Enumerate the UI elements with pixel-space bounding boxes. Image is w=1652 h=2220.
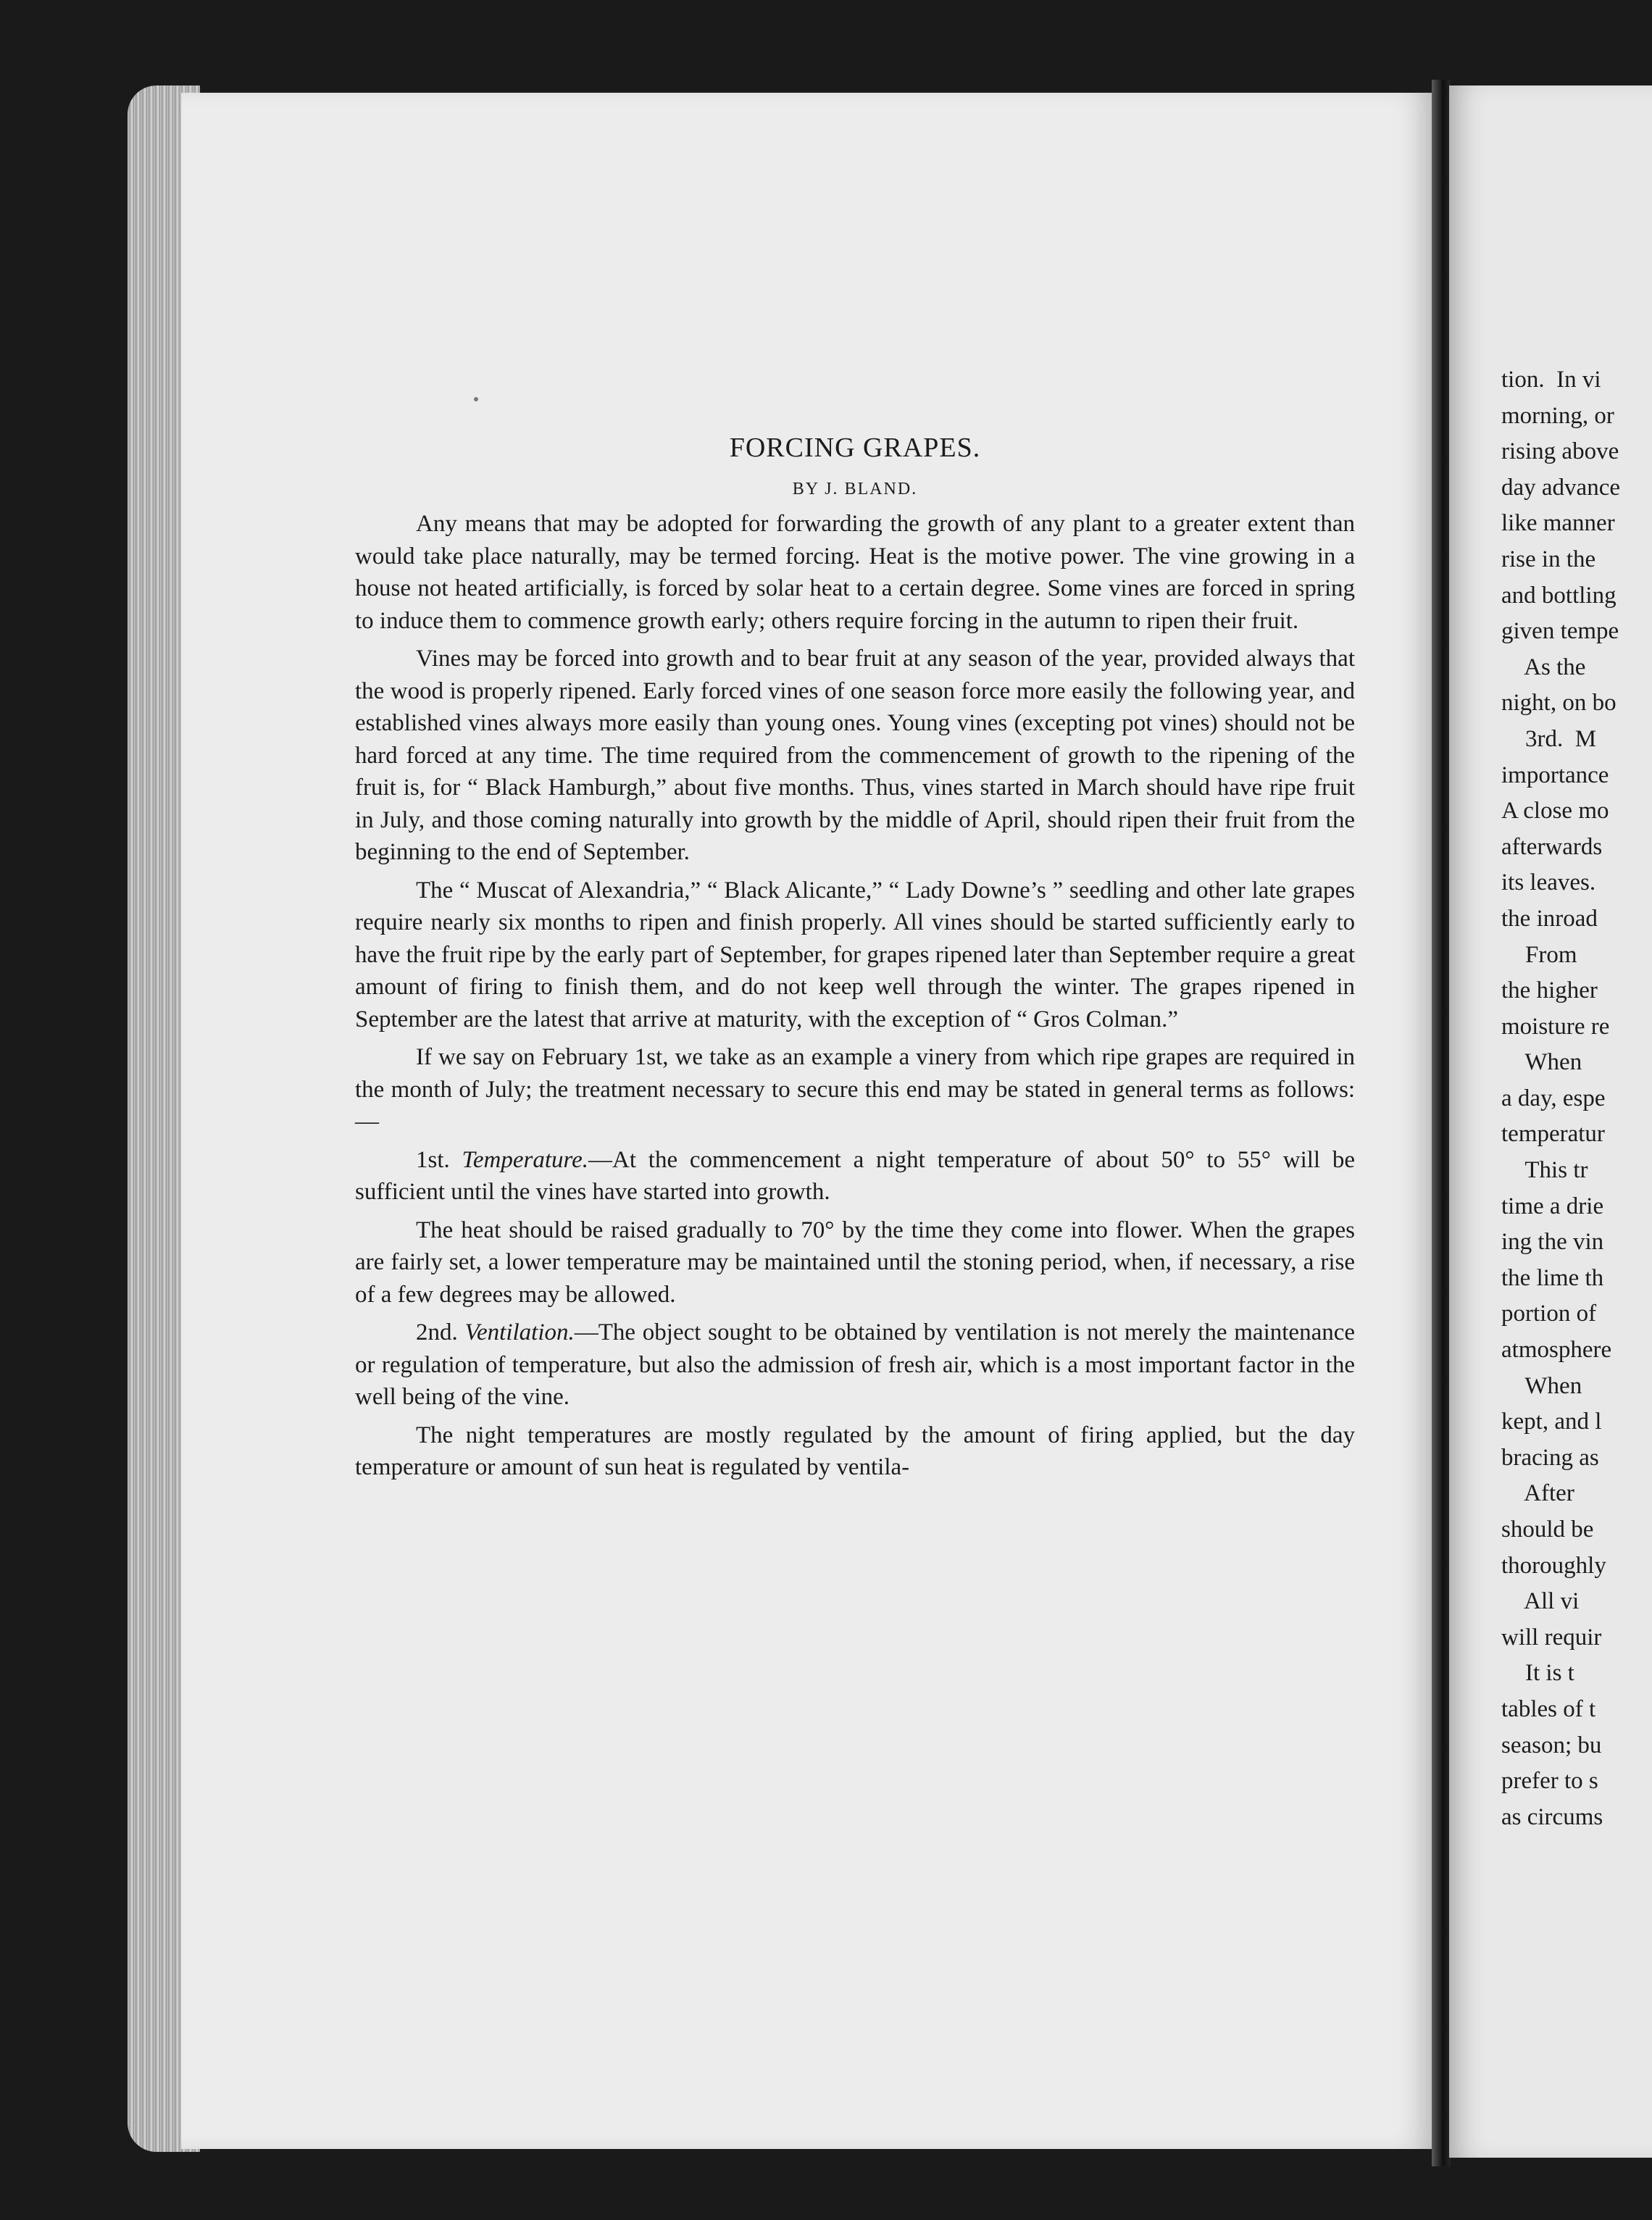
right-page-line: like manner	[1501, 510, 1615, 537]
paragraph-3: The “ Muscat of Alexandria,” “ Black Alicante,” “ Lady Downe’s ” seedling and other late grapes require nearly six months to ripen and finish properly. All vines should be started sufficiently early to have the fruit ripe by the early part of September, for grapes ripened later than September require a great amount of firing to finish them, and do not keep well through the winter. The grapes ripened in September are the latest that arrive at maturity, with the exception of “ Gros Colman.”	[355, 877, 1355, 1032]
paragraph-1: Any means that may be adopted for forwarding the growth of any plant to a greater extent than would take place naturally, may be termed forcing. Heat is the motive power. The vine growing in a house not heated artificially, is forced by solar heat to a certain degree. Some vines are forced in spring to induce them to commence growth early; others require forcing in the autumn to ripen their fruit.	[355, 511, 1355, 634]
paragraph-4: If we say on February 1st, we take as an example a vinery from which ripe grapes are required in the month of July; the treatment necessary to secure this end may be stated in general terms as follows:—	[355, 1044, 1355, 1135]
right-page-line: day advance	[1501, 474, 1620, 501]
right-page-line: moisture re	[1501, 1013, 1610, 1040]
right-page-line: This tr	[1501, 1157, 1588, 1184]
right-page-line: When	[1501, 1049, 1582, 1076]
paragraph-2: Vines may be forced into growth and to bear fruit at any season of the year, provided always that the wood is properly ripened. Early forced vines of one season force more easily the following year, and established vines always more easily than young ones. Young vines (excepting pot vines) should not be hard forced at any time. The time required from the commencement of growth to the ripening of the fruit is, for “ Black Hamburgh,” about five months. Thus, vines started in March should have ripe fruit in July, and those coming naturally into growth by the middle of April, should ripen their fruit from the beginning to the end of September.	[355, 646, 1355, 865]
book-gutter	[1432, 80, 1451, 2166]
article-byline: BY J. BLAND.	[792, 480, 918, 498]
right-page-line: All vi	[1501, 1588, 1580, 1615]
right-page-line: atmosphere	[1501, 1337, 1612, 1364]
right-page-line: It is t	[1501, 1660, 1574, 1687]
right-page-text	[1501, 362, 1652, 1835]
right-page-line: will requir	[1501, 1624, 1602, 1651]
right-page-line: tion. In vi	[1501, 367, 1601, 393]
right-page-line: tables of t	[1501, 1695, 1596, 1722]
right-page-line: a day, espe	[1501, 1085, 1606, 1111]
paragraph-temperature	[355, 1144, 1355, 1209]
right-page-line: prefer to s	[1501, 1768, 1598, 1795]
right-page-line: portion of	[1501, 1301, 1597, 1327]
right-page-line: night, on bo	[1501, 690, 1616, 717]
right-page-line: kept, and l	[1501, 1409, 1602, 1435]
right-page-line: After	[1501, 1480, 1574, 1507]
section-text: —At the commencement a night temperature of about 50° to 55° will be sufficient until the vines have started into growth.	[355, 1146, 1355, 1205]
right-page-line: importance	[1501, 761, 1609, 788]
right-page-line: When	[1501, 1372, 1582, 1399]
right-page-line: From	[1501, 941, 1577, 968]
paragraph-6: The heat should be raised gradually to 70° by the time they come into flower. When the grapes are fairly set, a lower temperature may be maintained until the stoning period, when, if necessary, a rise of a few degrees may be allowed.	[355, 1217, 1355, 1308]
right-page-line: and bottling	[1501, 582, 1616, 609]
right-page-line: season; bu	[1501, 1732, 1602, 1758]
section-text: —The object sought to be obtained by ventilation is not merely the maintenance or regulation of temperature, but also the admission of fresh air, which is a most important factor in the well being of the vine.	[355, 1319, 1356, 1410]
right-page-line: rising above	[1501, 438, 1619, 465]
right-page-line: the higher	[1501, 977, 1598, 1004]
right-page-line: thoroughly	[1501, 1552, 1606, 1579]
section-number: 1st.	[416, 1146, 450, 1173]
paragraph-ventilation	[355, 1316, 1355, 1414]
section-number: 2nd.	[416, 1319, 458, 1345]
right-page-line: time a drie	[1501, 1193, 1604, 1219]
right-page-line: the lime th	[1501, 1264, 1604, 1291]
section-heading-temperature: Temperature.	[462, 1146, 589, 1173]
section-heading-ventilation: Ventilation.	[464, 1319, 575, 1345]
paragraph-8: The night temperatures are mostly regulated by the amount of firing applied, but the day temperature or amount of sun heat is regulated by ventila-	[355, 1422, 1355, 1480]
right-page-line: should be	[1501, 1516, 1594, 1543]
right-page-line: ing the vin	[1501, 1229, 1604, 1256]
right-page-line: afterwards	[1501, 833, 1603, 860]
right-page-line: A close mo	[1501, 798, 1609, 825]
paper-speck	[474, 397, 478, 401]
article-body	[355, 432, 1355, 1490]
article-title: FORCING GRAPES.	[729, 433, 981, 463]
right-page-line: morning, or	[1501, 402, 1614, 429]
right-page-line: temperatur	[1501, 1121, 1605, 1148]
right-page-line: bracing as	[1501, 1444, 1599, 1471]
right-page-line: rise in the	[1501, 546, 1596, 572]
right-page-line: given tempe	[1501, 618, 1619, 645]
right-page-line: as circums	[1501, 1803, 1603, 1830]
right-page-line: its leaves.	[1501, 869, 1596, 896]
right-page-line: the inroad	[1501, 905, 1598, 932]
right-page-line: As the	[1501, 654, 1586, 680]
right-page-line: 3rd. M	[1501, 725, 1597, 752]
